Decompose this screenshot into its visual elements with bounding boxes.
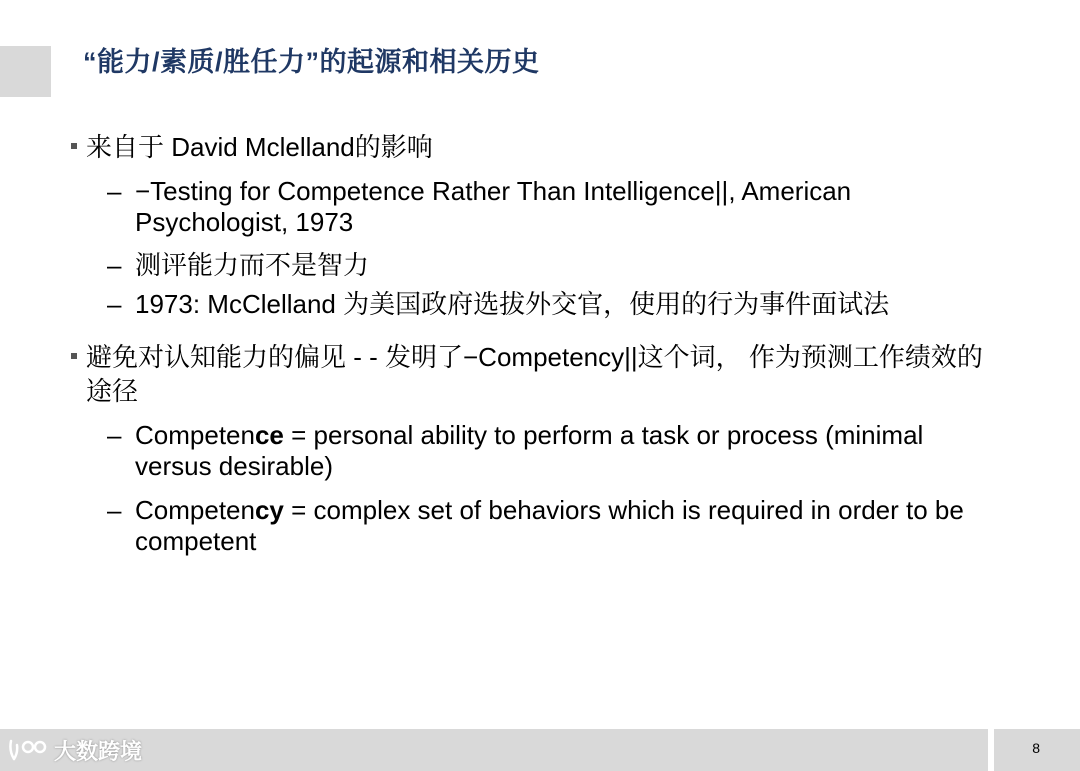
bullet-1-sub-3: [107, 289, 967, 320]
bullet-1-sub-2: [107, 250, 967, 281]
bullet-1: [71, 130, 986, 164]
corner-decoration: [0, 46, 51, 97]
watermark: [8, 736, 142, 764]
page-number: 8: [1032, 740, 1040, 756]
bullet-1-text: 来自于 David Mclelland的影响: [86, 132, 433, 162]
bullet-1-sub-3-text: 1973: McClelland 为美国政府选拔外交官，使用的行为事件面试法: [135, 289, 890, 319]
dash-marker: –: [107, 250, 122, 280]
bullet-2-text: 避免对认知能力的偏见 - - 发明了−Competency||这个词， 作为预测工作绩效的途径: [86, 342, 983, 406]
watermark-logo-icon: [8, 737, 48, 763]
bullet-1-sub-1: [107, 176, 967, 238]
bullet-2-sub-2: [107, 495, 967, 557]
slide-title: “能力/素质/胜任力”的起源和相关历史: [83, 47, 540, 77]
footer-page-box: [994, 729, 1080, 771]
dash-marker: –: [107, 289, 122, 319]
bullet-2-sub-1-text: Competence = personal ability to perform a task or process (minimal versus desirable): [135, 420, 924, 481]
bullet-2: [71, 340, 986, 408]
dash-marker: –: [107, 176, 122, 206]
dash-marker: –: [107, 495, 122, 525]
bullet-2-sub-1: [107, 420, 967, 482]
dash-marker: –: [107, 420, 122, 450]
footer-bar: [0, 729, 988, 771]
square-bullet-icon: [71, 143, 77, 149]
square-bullet-icon: [71, 353, 77, 359]
bullet-1-sub-2-text: 测评能力而不是智力: [135, 250, 370, 280]
watermark-text: 大数跨境: [54, 738, 143, 764]
bullet-1-sub-1-text: −Testing for Competence Rather Than Intelligence||, American Psychologist, 1973: [135, 176, 852, 237]
bullet-2-sub-2-text: Competency = complex set of behaviors which is required in order to be competent: [135, 495, 964, 556]
